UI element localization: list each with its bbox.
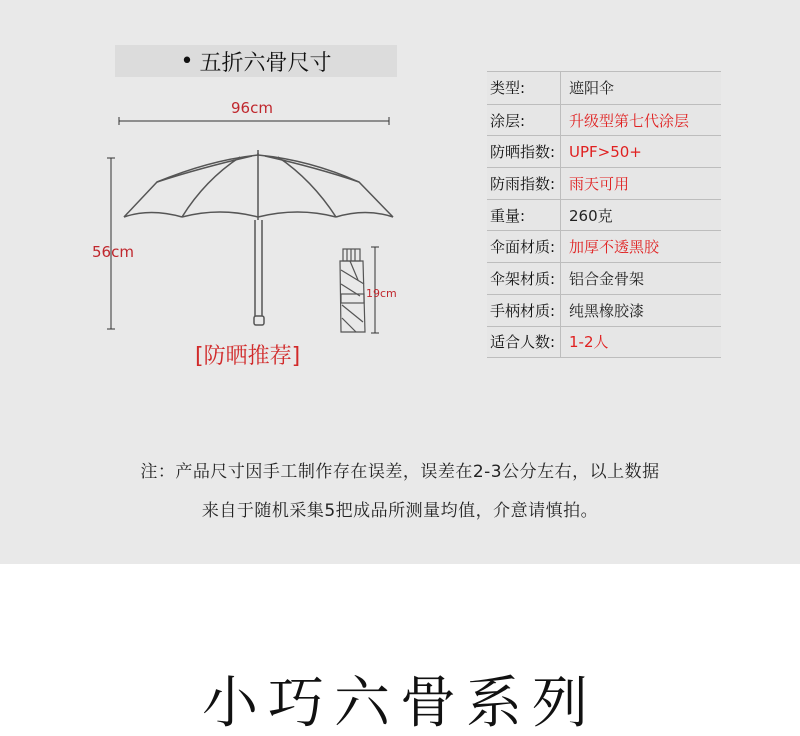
spec-label: 防雨指数: xyxy=(487,168,561,199)
spec-label: 防晒指数: xyxy=(487,136,561,167)
spec-value: 1-2人 xyxy=(569,333,609,352)
folded-umbrella-icon xyxy=(340,249,365,332)
bullet-icon: • xyxy=(180,48,194,74)
size-title: 五折六骨尺寸 xyxy=(199,50,332,76)
spec-row xyxy=(487,135,721,167)
sun-protection-tag: [防晒推荐] xyxy=(195,344,301,369)
spec-value: 加厚不透黑胶 xyxy=(569,238,660,257)
spec-row xyxy=(487,326,721,358)
spec-label: 伞面材质: xyxy=(487,231,561,262)
spec-label: 适合人数: xyxy=(487,327,561,358)
open-umbrella-icon xyxy=(124,150,393,325)
spec-row xyxy=(487,230,721,262)
spec-value: 铝合金骨架 xyxy=(569,269,645,288)
width-label: 96cm xyxy=(231,99,273,117)
spec-value: 升级型第七代涂层 xyxy=(569,111,690,130)
spec-value: 260克 xyxy=(569,206,613,225)
spec-table xyxy=(487,71,721,358)
spec-value: UPF>50+ xyxy=(569,142,642,161)
spec-label: 伞架材质: xyxy=(487,263,561,294)
spec-label: 类型: xyxy=(487,72,561,104)
spec-label: 手柄材质: xyxy=(487,295,561,326)
folded-length-label: 19cm xyxy=(366,287,397,300)
spec-row xyxy=(487,199,721,231)
spec-row xyxy=(487,167,721,199)
spec-label: 重量: xyxy=(487,200,561,231)
disclaimer-line-1: 注：产品尺寸因手工制作存在误差，误差在2-3公分左右，以上数据 xyxy=(140,462,660,482)
spec-row xyxy=(487,294,721,326)
height-label: 56cm xyxy=(92,243,134,261)
spec-value: 纯黑橡胶漆 xyxy=(569,301,645,320)
spec-value: 遮阳伞 xyxy=(569,79,615,98)
series-title: 小巧六骨系列 xyxy=(202,671,598,736)
disclaimer-line-2: 来自于随机采集5把成品所测量均值，介意请慎拍。 xyxy=(201,501,599,521)
spec-row xyxy=(487,104,721,136)
spec-row xyxy=(487,72,721,104)
spec-label: 涂层: xyxy=(487,105,561,136)
spec-row xyxy=(487,262,721,294)
spec-value: 雨天可用 xyxy=(569,174,630,193)
